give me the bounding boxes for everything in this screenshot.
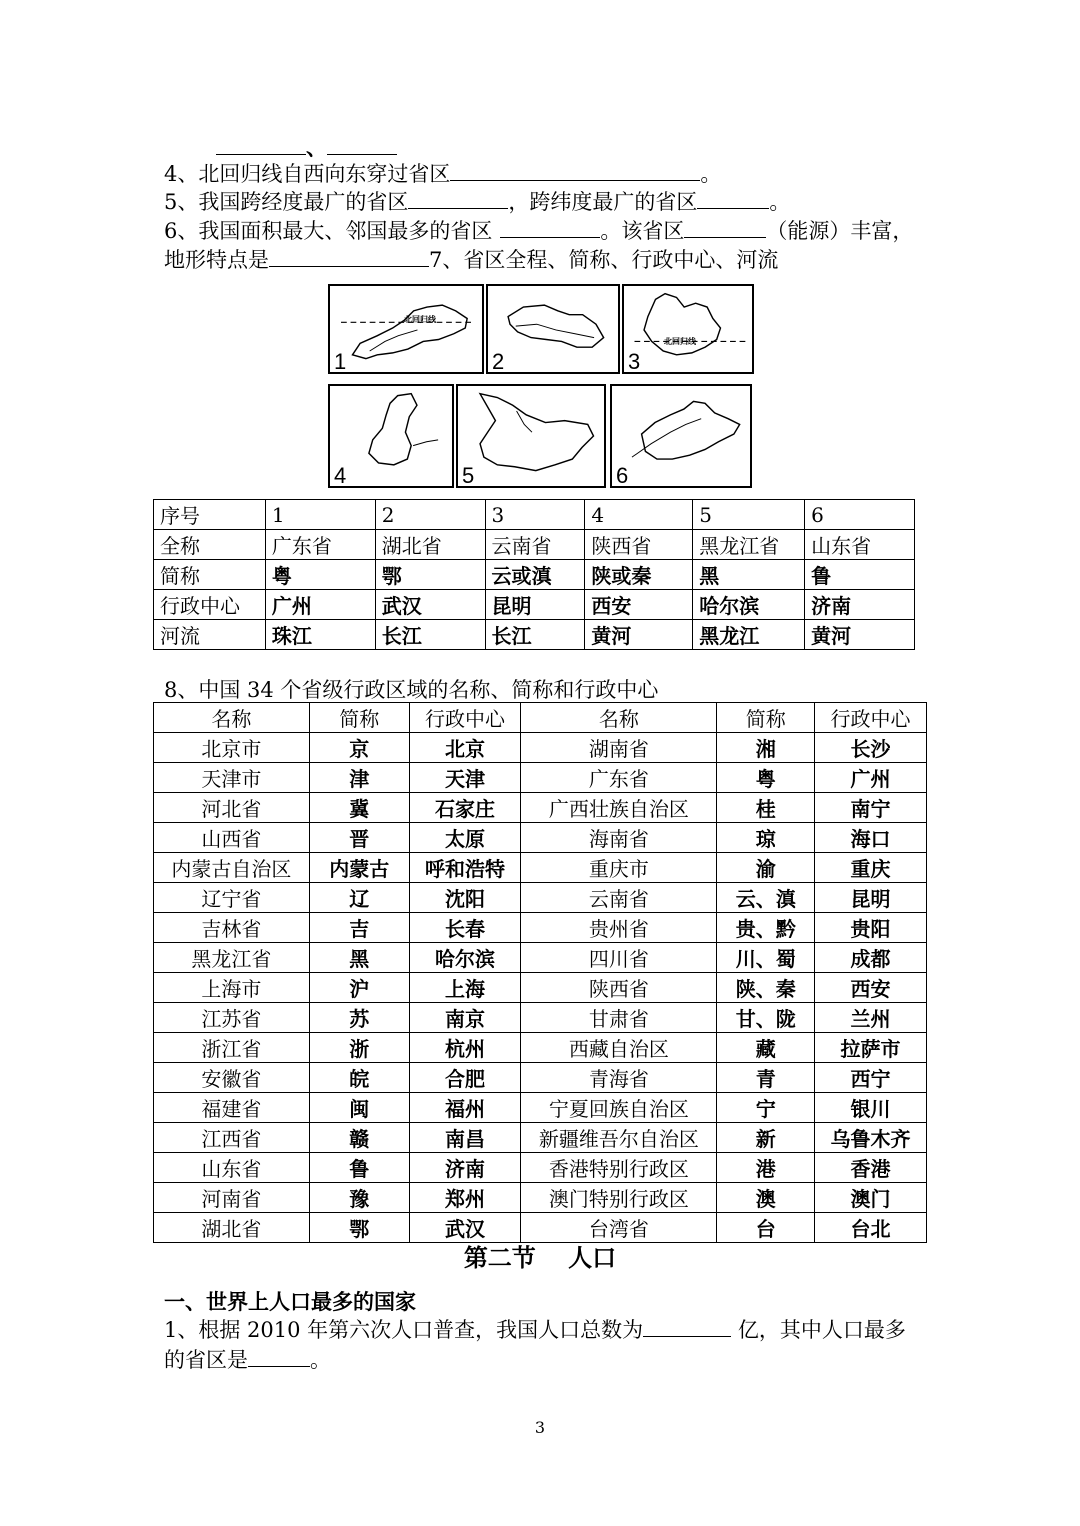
table-cell: 南宁: [815, 793, 927, 823]
table-cell: 黑龙江省: [154, 943, 310, 973]
yunnan-outline: [624, 286, 752, 372]
table-cell: 江苏省: [154, 1003, 310, 1033]
table-cell: 上海市: [154, 973, 310, 1003]
question-6-text-b: 。该省区: [600, 219, 685, 243]
table-cell: 广州: [815, 763, 927, 793]
table-cell: 云、滇: [717, 883, 815, 913]
table-cell: 拉萨市: [815, 1033, 927, 1063]
question-4-end: 。: [700, 162, 722, 186]
table-cell: 济南: [805, 590, 915, 620]
table-cell: 银川: [815, 1093, 927, 1123]
table-cell: 乌鲁木齐: [815, 1123, 927, 1153]
map-number: 6: [616, 463, 629, 488]
table-cell: 太原: [409, 823, 521, 853]
table-cell: 吉林省: [154, 913, 310, 943]
table-cell: 渝: [717, 853, 815, 883]
table-header-row: [154, 703, 927, 733]
province-map-2: [486, 284, 620, 374]
answer-blank[interactable]: [643, 1316, 731, 1337]
table-row: [154, 1063, 927, 1093]
map-number: 4: [334, 463, 347, 488]
table-cell: 西宁: [815, 1063, 927, 1093]
table-cell: 济南: [409, 1153, 521, 1183]
table-row: [154, 733, 927, 763]
table-cell: 陕西省: [521, 973, 717, 1003]
question-4-text: 4、北回归线自西向东穿过省区: [164, 162, 451, 186]
table-cell: 安徽省: [154, 1063, 310, 1093]
province-list-table: [153, 702, 927, 1243]
table-cell: 新疆维吾尔自治区: [521, 1123, 717, 1153]
question-6-cont: [164, 246, 778, 274]
table-cell: 北京: [409, 733, 521, 763]
table-row: [154, 763, 927, 793]
table-cell: 港: [717, 1153, 815, 1183]
table-cell: 黑龙江: [693, 620, 805, 650]
table-cell: 5: [693, 500, 805, 530]
q3-separator: 、: [306, 135, 327, 160]
table-cell: 粤: [717, 763, 815, 793]
table-cell: 赣: [309, 1123, 409, 1153]
question-5-text: 5、我国跨经度最广的省区: [164, 190, 409, 214]
answer-blank[interactable]: [684, 217, 766, 238]
table-cell: 广东省: [521, 763, 717, 793]
table-cell: 鄂: [375, 560, 485, 590]
table-cell: 青海省: [521, 1063, 717, 1093]
population-question-end: 。: [310, 1348, 331, 1372]
table-cell: 陕西省: [585, 530, 693, 560]
answer-blank[interactable]: [216, 134, 306, 155]
table-cell: 合肥: [409, 1063, 521, 1093]
table-cell: 闽: [309, 1093, 409, 1123]
section-title: 第二节 人口: [463, 1243, 617, 1272]
hubei-outline: [488, 286, 618, 372]
table-cell: 广西壮族自治区: [521, 793, 717, 823]
table-cell: 陕、秦: [717, 973, 815, 1003]
table-cell: 藏: [717, 1033, 815, 1063]
table-cell: 福州: [409, 1093, 521, 1123]
table-cell: 河北省: [154, 793, 310, 823]
table-cell: 西安: [815, 973, 927, 1003]
table-row: [154, 853, 927, 883]
table-cell: 6: [805, 500, 915, 530]
table-cell: 沈阳: [409, 883, 521, 913]
table-cell: 西藏自治区: [521, 1033, 717, 1063]
question-4: [164, 160, 721, 188]
table-row: [154, 1093, 927, 1123]
question-5-end: 。: [769, 190, 791, 214]
table-cell: 辽: [309, 883, 409, 913]
province-list-body: [154, 733, 927, 1243]
table-cell: 鲁: [805, 560, 915, 590]
column-header: 简称: [717, 703, 815, 733]
table-cell: 澳门: [815, 1183, 927, 1213]
table-cell: 长春: [409, 913, 521, 943]
population-question-text: 1、根据 2010 年第六次人口普查，我国人口总数为: [164, 1318, 644, 1342]
population-question-text-c: 的省区是: [164, 1348, 248, 1372]
answer-blank[interactable]: [697, 188, 769, 209]
map-number: 3: [628, 349, 641, 374]
question-5: [164, 188, 790, 216]
table-cell: 山东省: [805, 530, 915, 560]
table-cell: 黄河: [805, 620, 915, 650]
table-row: [154, 1123, 927, 1153]
tropic-label: 北回归线: [664, 336, 696, 346]
table-cell: 南昌: [409, 1123, 521, 1153]
table-cell: 浙江省: [154, 1033, 310, 1063]
table-cell: 郑州: [409, 1183, 521, 1213]
heilongjiang-outline: [458, 386, 604, 486]
population-question-1: [164, 1316, 906, 1344]
table-cell: 青: [717, 1063, 815, 1093]
table-cell: 北京市: [154, 733, 310, 763]
table-cell: 辽宁省: [154, 883, 310, 913]
map-number: 2: [492, 349, 505, 374]
table-row: [154, 1033, 927, 1063]
table-row: [154, 913, 927, 943]
table-cell: 新: [717, 1123, 815, 1153]
table-cell: 杭州: [409, 1033, 521, 1063]
table-cell: 黑: [693, 560, 805, 590]
table-cell: 昆明: [815, 883, 927, 913]
table-row: [154, 590, 915, 620]
page-number: 3: [534, 1418, 546, 1437]
column-header: 行政中心: [815, 703, 927, 733]
table-cell: 浙: [309, 1033, 409, 1063]
table-cell: 豫: [309, 1183, 409, 1213]
table-cell: 长江: [485, 620, 585, 650]
guangdong-outline: [330, 286, 482, 372]
table-cell: 黄河: [585, 620, 693, 650]
table-cell: 桂: [717, 793, 815, 823]
table-row: [154, 500, 915, 530]
table-cell: 4: [585, 500, 693, 530]
answer-blank[interactable]: [408, 188, 508, 209]
table-cell: 上海: [409, 973, 521, 1003]
table-cell: 广东省: [265, 530, 375, 560]
table-cell: 兰州: [815, 1003, 927, 1033]
table-cell: 黑: [309, 943, 409, 973]
table-row: [154, 1183, 927, 1213]
province-map-5: [456, 384, 606, 488]
shandong-outline: [612, 386, 750, 486]
map-number: 5: [462, 463, 475, 488]
table-cell: 武汉: [375, 590, 485, 620]
table-cell: 津: [309, 763, 409, 793]
table-cell: 行政中心: [154, 590, 266, 620]
table-cell: 长江: [375, 620, 485, 650]
table-cell: 珠江: [265, 620, 375, 650]
table-cell: 甘、陇: [717, 1003, 815, 1033]
table-row: [154, 530, 915, 560]
table-cell: 福建省: [154, 1093, 310, 1123]
table-cell: 鲁: [309, 1153, 409, 1183]
table-cell: 南京: [409, 1003, 521, 1033]
table-cell: 内蒙古: [309, 853, 409, 883]
table-row: [154, 1003, 927, 1033]
province-map-6: [610, 384, 752, 488]
table-cell: 鄂: [309, 1213, 409, 1243]
table-row: [154, 883, 927, 913]
table-cell: 琼: [717, 823, 815, 853]
table-cell: 全称: [154, 530, 266, 560]
table-cell: 重庆市: [521, 853, 717, 883]
table-cell: 海南省: [521, 823, 717, 853]
table-cell: 山西省: [154, 823, 310, 853]
column-header: 名称: [154, 703, 310, 733]
table-cell: 天津: [409, 763, 521, 793]
answer-blank[interactable]: [500, 217, 600, 238]
answer-blank[interactable]: [248, 1346, 310, 1367]
table-cell: 呼和浩特: [409, 853, 521, 883]
province-map-4: [328, 384, 454, 488]
question-6-text: 6、我国面积最大、邻国最多的省区: [164, 219, 493, 243]
q3-blank-line: [216, 134, 397, 162]
table-cell: 成都: [815, 943, 927, 973]
table-cell: 川、蜀: [717, 943, 815, 973]
table-cell: 香港: [815, 1153, 927, 1183]
question-8-text: 8、中国 34 个省级行政区域的名称、简称和行政中心: [164, 678, 659, 702]
table-row: [154, 943, 927, 973]
table-cell: 昆明: [485, 590, 585, 620]
table-cell: 湖南省: [521, 733, 717, 763]
question-6: [164, 217, 913, 245]
column-header: 名称: [521, 703, 717, 733]
table-cell: 哈尔滨: [409, 943, 521, 973]
map-number: 1: [334, 349, 347, 374]
table-row: [154, 1153, 927, 1183]
table-cell: 贵、黔: [717, 913, 815, 943]
population-question-text-b: 亿，其中人口最多: [731, 1318, 906, 1342]
table-cell: 海口: [815, 823, 927, 853]
table-cell: 贵阳: [815, 913, 927, 943]
province-info-table: [153, 499, 915, 650]
table-cell: 陕或秦: [585, 560, 693, 590]
column-header: 简称: [309, 703, 409, 733]
table-cell: 粤: [265, 560, 375, 590]
table-cell: 2: [375, 500, 485, 530]
table-row: [154, 620, 915, 650]
table-cell: 四川省: [521, 943, 717, 973]
tropic-label: 北回归线: [404, 314, 436, 324]
table-cell: 天津市: [154, 763, 310, 793]
answer-blank[interactable]: [269, 246, 429, 267]
table-row: [154, 793, 927, 823]
table-cell: 台北: [815, 1213, 927, 1243]
province-maps: [326, 284, 756, 490]
table-cell: 皖: [309, 1063, 409, 1093]
table-cell: 3: [485, 500, 585, 530]
table-cell: 武汉: [409, 1213, 521, 1243]
table-cell: 内蒙古自治区: [154, 853, 310, 883]
table-cell: 重庆: [815, 853, 927, 883]
question-5-text-b: ，跨纬度最广的省区: [508, 190, 698, 214]
table-cell: 香港特别行政区: [521, 1153, 717, 1183]
province-map-1: [328, 284, 484, 374]
question-7-text: 7、省区全程、简称、行政中心、河流: [429, 248, 779, 272]
table-cell: 河流: [154, 620, 266, 650]
table-cell: 台: [717, 1213, 815, 1243]
table-cell: 宁夏回族自治区: [521, 1093, 717, 1123]
shaanxi-outline: [330, 386, 452, 486]
table-cell: 冀: [309, 793, 409, 823]
table-cell: 简称: [154, 560, 266, 590]
table-cell: 长沙: [815, 733, 927, 763]
table-cell: 京: [309, 733, 409, 763]
table-cell: 台湾省: [521, 1213, 717, 1243]
province-map-3: [622, 284, 754, 374]
table-cell: 甘肃省: [521, 1003, 717, 1033]
table-cell: 苏: [309, 1003, 409, 1033]
table-cell: 云南省: [485, 530, 585, 560]
population-question-1-cont: [164, 1346, 331, 1374]
table-cell: 宁: [717, 1093, 815, 1123]
table-row: [154, 973, 927, 1003]
table-cell: 湖北省: [375, 530, 485, 560]
table-cell: 江西省: [154, 1123, 310, 1153]
table-cell: 云或滇: [485, 560, 585, 590]
table-cell: 1: [265, 500, 375, 530]
table-row: [154, 823, 927, 853]
table-cell: 贵州省: [521, 913, 717, 943]
table-cell: 澳: [717, 1183, 815, 1213]
table-cell: 山东省: [154, 1153, 310, 1183]
question-6-terrain-text: 地形特点是: [164, 248, 269, 272]
table-cell: 石家庄: [409, 793, 521, 823]
table-cell: 西安: [585, 590, 693, 620]
table-cell: 湘: [717, 733, 815, 763]
table-cell: 澳门特别行政区: [521, 1183, 717, 1213]
answer-blank[interactable]: [327, 134, 397, 155]
question-6-text-c: （能源）丰富，: [766, 219, 914, 243]
question-8: [164, 676, 658, 704]
subsection-title: 一、世界上人口最多的国家: [164, 1289, 416, 1314]
table-cell: 哈尔滨: [693, 590, 805, 620]
table-cell: 广州: [265, 590, 375, 620]
table-cell: 晋: [309, 823, 409, 853]
table-cell: 吉: [309, 913, 409, 943]
column-header: 行政中心: [409, 703, 521, 733]
table-cell: 云南省: [521, 883, 717, 913]
table-cell: 黑龙江省: [693, 530, 805, 560]
table-cell: 序号: [154, 500, 266, 530]
answer-blank[interactable]: [450, 160, 700, 181]
table-cell: 河南省: [154, 1183, 310, 1213]
table-cell: 沪: [309, 973, 409, 1003]
table-cell: 湖北省: [154, 1213, 310, 1243]
table-row: [154, 560, 915, 590]
